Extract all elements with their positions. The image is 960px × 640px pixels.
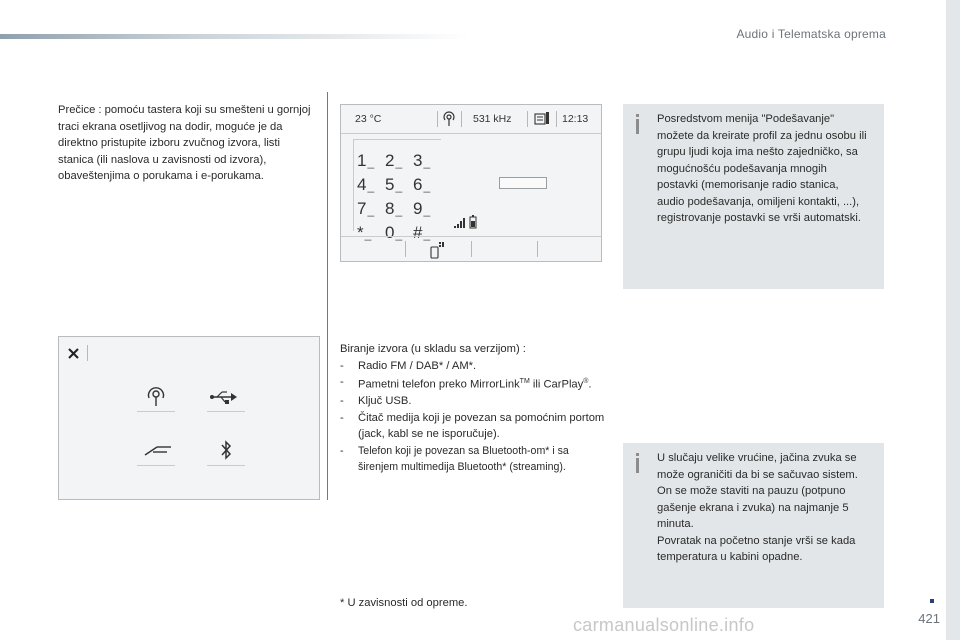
watermark: carmanualsonline.info [573,615,755,635]
temperature-readout: 23 °C [355,113,382,125]
info-icon [636,119,639,134]
separator [461,111,462,127]
separator [527,111,528,127]
key-1[interactable]: 1_ [357,151,375,170]
separator [471,241,472,257]
icon-underline [207,465,245,466]
key-0[interactable]: 0_ [385,223,403,242]
usb-source-icon[interactable] [209,389,239,405]
phone-keypad [357,151,467,247]
bluetooth-source-icon[interactable] [219,439,233,461]
separator [87,345,88,361]
number-entry-field[interactable] [499,177,547,189]
info-icon [636,458,639,473]
heat-info-paragraph: U slučaju velike vrućine, jačina zvuka se može ograničiti da bi se sačuvao sistem. On se može staviti na pauzu (potpuno gašenje ekrana i zvuka) na najmanje 5 minuta. [657,452,858,530]
page-marker [930,599,934,603]
screen-top-bar [341,105,601,134]
keypad-frame [353,139,354,231]
keypad-frame [353,139,441,140]
column-divider [327,92,328,500]
messages-list-icon[interactable] [534,111,550,127]
source-selection-illustration [58,336,320,500]
footnote: * U zavisnosti od opreme. [340,597,468,609]
clock-readout: 12:13 [562,113,589,125]
chapter-title: Audio i Telematska oprema [736,27,886,41]
keypad-row [357,175,467,199]
key-2[interactable]: 2_ [385,151,403,170]
separator [437,111,438,127]
profile-info-text: Posredstvom menija "Podešavanje" možete da kreirate profil za jednu osobu ili grupu ljudi koja ima nešto zajedničko, sa mogućnošću podešavanja mnogih postavki (memorisanje radio stanica, audio podešavanja, omiljeni kontakti, ...), registrovanje postavki se vrši automatski. [657,113,867,224]
list-item: - Pametni telefon preko MirrorLink™ ili CarPlay®. [340,376,592,391]
heat-info-box [623,443,884,608]
page-edge-strip [946,0,960,640]
key-5[interactable]: 5_ [385,175,403,194]
sources-intro: Biranje izvora (u skladu sa verzijom) : [340,343,526,355]
touchscreen-illustration [340,104,602,262]
heat-info-text [657,450,869,566]
page-number: 421 [918,611,940,626]
sources-list [340,341,610,476]
phone-contacts-icon[interactable] [427,239,445,259]
key-6[interactable]: 6_ [413,175,431,194]
signal-strength-icon [453,217,467,229]
list-item: - Čitač medija koji je povezan sa pomoćnim portom (jack, kabl se ne isporučuje). [340,411,605,441]
key-4[interactable]: 4_ [357,175,375,194]
close-icon[interactable] [67,347,81,361]
list-item: - Radio FM / DAB* / AM*. [340,359,477,372]
info-icon [636,453,639,456]
keypad-row [357,151,467,175]
key-7[interactable]: 7_ [357,199,375,218]
list-item: - Telefon koji je povezan sa Bluetooth-om* i sa širenjem multimedija Bluetooth* (streaming). [340,444,569,474]
list-item: - Ključ USB. [340,395,412,408]
shortcuts-paragraph: Prečice : pomoću tastera koji su smešteni u gornjoj traci ekrana osetljivog na dodir, moguće je da direktno pristupite izboru zvučnog izvora, listi stanica (ili naslova u zavisnosti od izvora), obaveštenjima o porukama i e-porukama. [58,104,311,182]
keypad-row [357,199,467,223]
frequency-readout: 531 kHz [473,113,512,125]
icon-underline [137,411,175,412]
info-icon [636,114,639,117]
icon-underline [137,465,175,466]
key-star[interactable]: *_ [357,223,372,242]
header-bar [0,34,470,39]
screen-bottom-bar [341,236,601,262]
radio-antenna-icon[interactable] [441,111,457,127]
separator [556,111,557,127]
battery-icon [469,215,477,229]
radio-source-icon[interactable] [145,385,167,407]
heat-info-paragraph: Povratak na početno stanje vrši se kada temperatura u kabini opadne. [657,534,856,563]
separator [537,241,538,257]
separator [405,241,406,257]
aux-jack-icon[interactable] [143,443,173,459]
key-hash[interactable]: #_ [413,223,431,242]
profile-info-box [623,104,884,289]
key-3[interactable]: 3_ [413,151,431,170]
icon-underline [207,411,245,412]
key-9[interactable]: 9_ [413,199,431,218]
key-8[interactable]: 8_ [385,199,403,218]
